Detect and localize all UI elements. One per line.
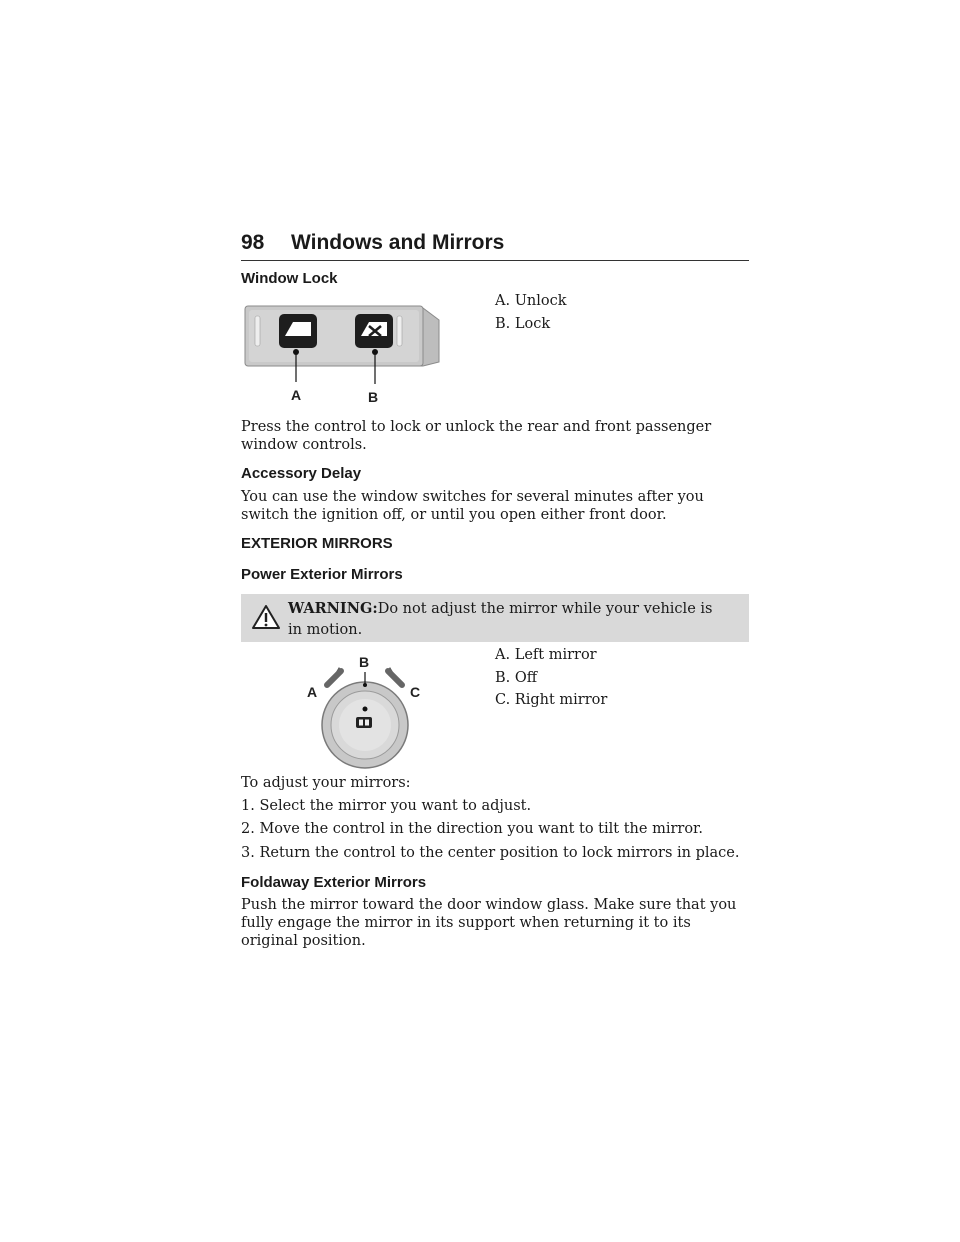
accessory-delay-heading: Accessory Delay — [241, 465, 362, 482]
figure-label-b: B — [368, 389, 379, 405]
warning-triangle-icon — [251, 604, 281, 630]
mirror-control-figure — [297, 645, 432, 770]
caption-left-mirror: A. Left mirror — [495, 647, 597, 663]
figure-label-c: C — [410, 684, 421, 700]
foldaway-body: Push the mirror toward the door window glass. Make sure that you fully engage the mirror in its support when returning it to its original position. — [241, 897, 737, 949]
warning-label: WARNING: — [288, 600, 378, 617]
window-lock-heading: Window Lock — [241, 270, 338, 287]
step-1: 1. Select the mirror you want to adjust. — [241, 798, 532, 814]
figure-label-a: A — [291, 387, 302, 403]
page-header — [241, 231, 749, 261]
adjust-intro: To adjust your mirrors: — [241, 775, 411, 791]
foldaway-heading: Foldaway Exterior Mirrors — [241, 874, 427, 891]
caption-off: B. Off — [495, 670, 538, 686]
chapter-title: Windows and Mirrors — [291, 231, 505, 254]
header-rule — [241, 260, 749, 261]
caption-unlock: A. Unlock — [495, 293, 567, 309]
caption-right-mirror: C. Right mirror — [495, 692, 608, 708]
page-number: 98 — [241, 231, 265, 254]
figure-label-b: B — [359, 654, 370, 670]
warning-text — [288, 598, 728, 641]
window-lock-body: Press the control to lock or unlock the rear and front passenger window controls. — [241, 419, 712, 453]
exterior-mirrors-heading: EXTERIOR MIRRORS — [241, 535, 393, 552]
warning-box — [241, 594, 749, 642]
step-2: 2. Move the control in the direction you want to tilt the mirror. — [241, 821, 704, 837]
warning-message: Do not adjust the mirror while your vehicle is in motion. — [288, 601, 713, 638]
step-3: 3. Return the control to the center position to lock mirrors in place. — [241, 845, 740, 861]
window-lock-switch-figure — [241, 296, 446, 408]
accessory-delay-body: You can use the window switches for several minutes after you switch the ignition off, or until you open either front door. — [241, 489, 704, 523]
caption-lock: B. Lock — [495, 316, 551, 332]
power-mirrors-heading: Power Exterior Mirrors — [241, 566, 403, 583]
figure-label-a: A — [307, 684, 318, 700]
